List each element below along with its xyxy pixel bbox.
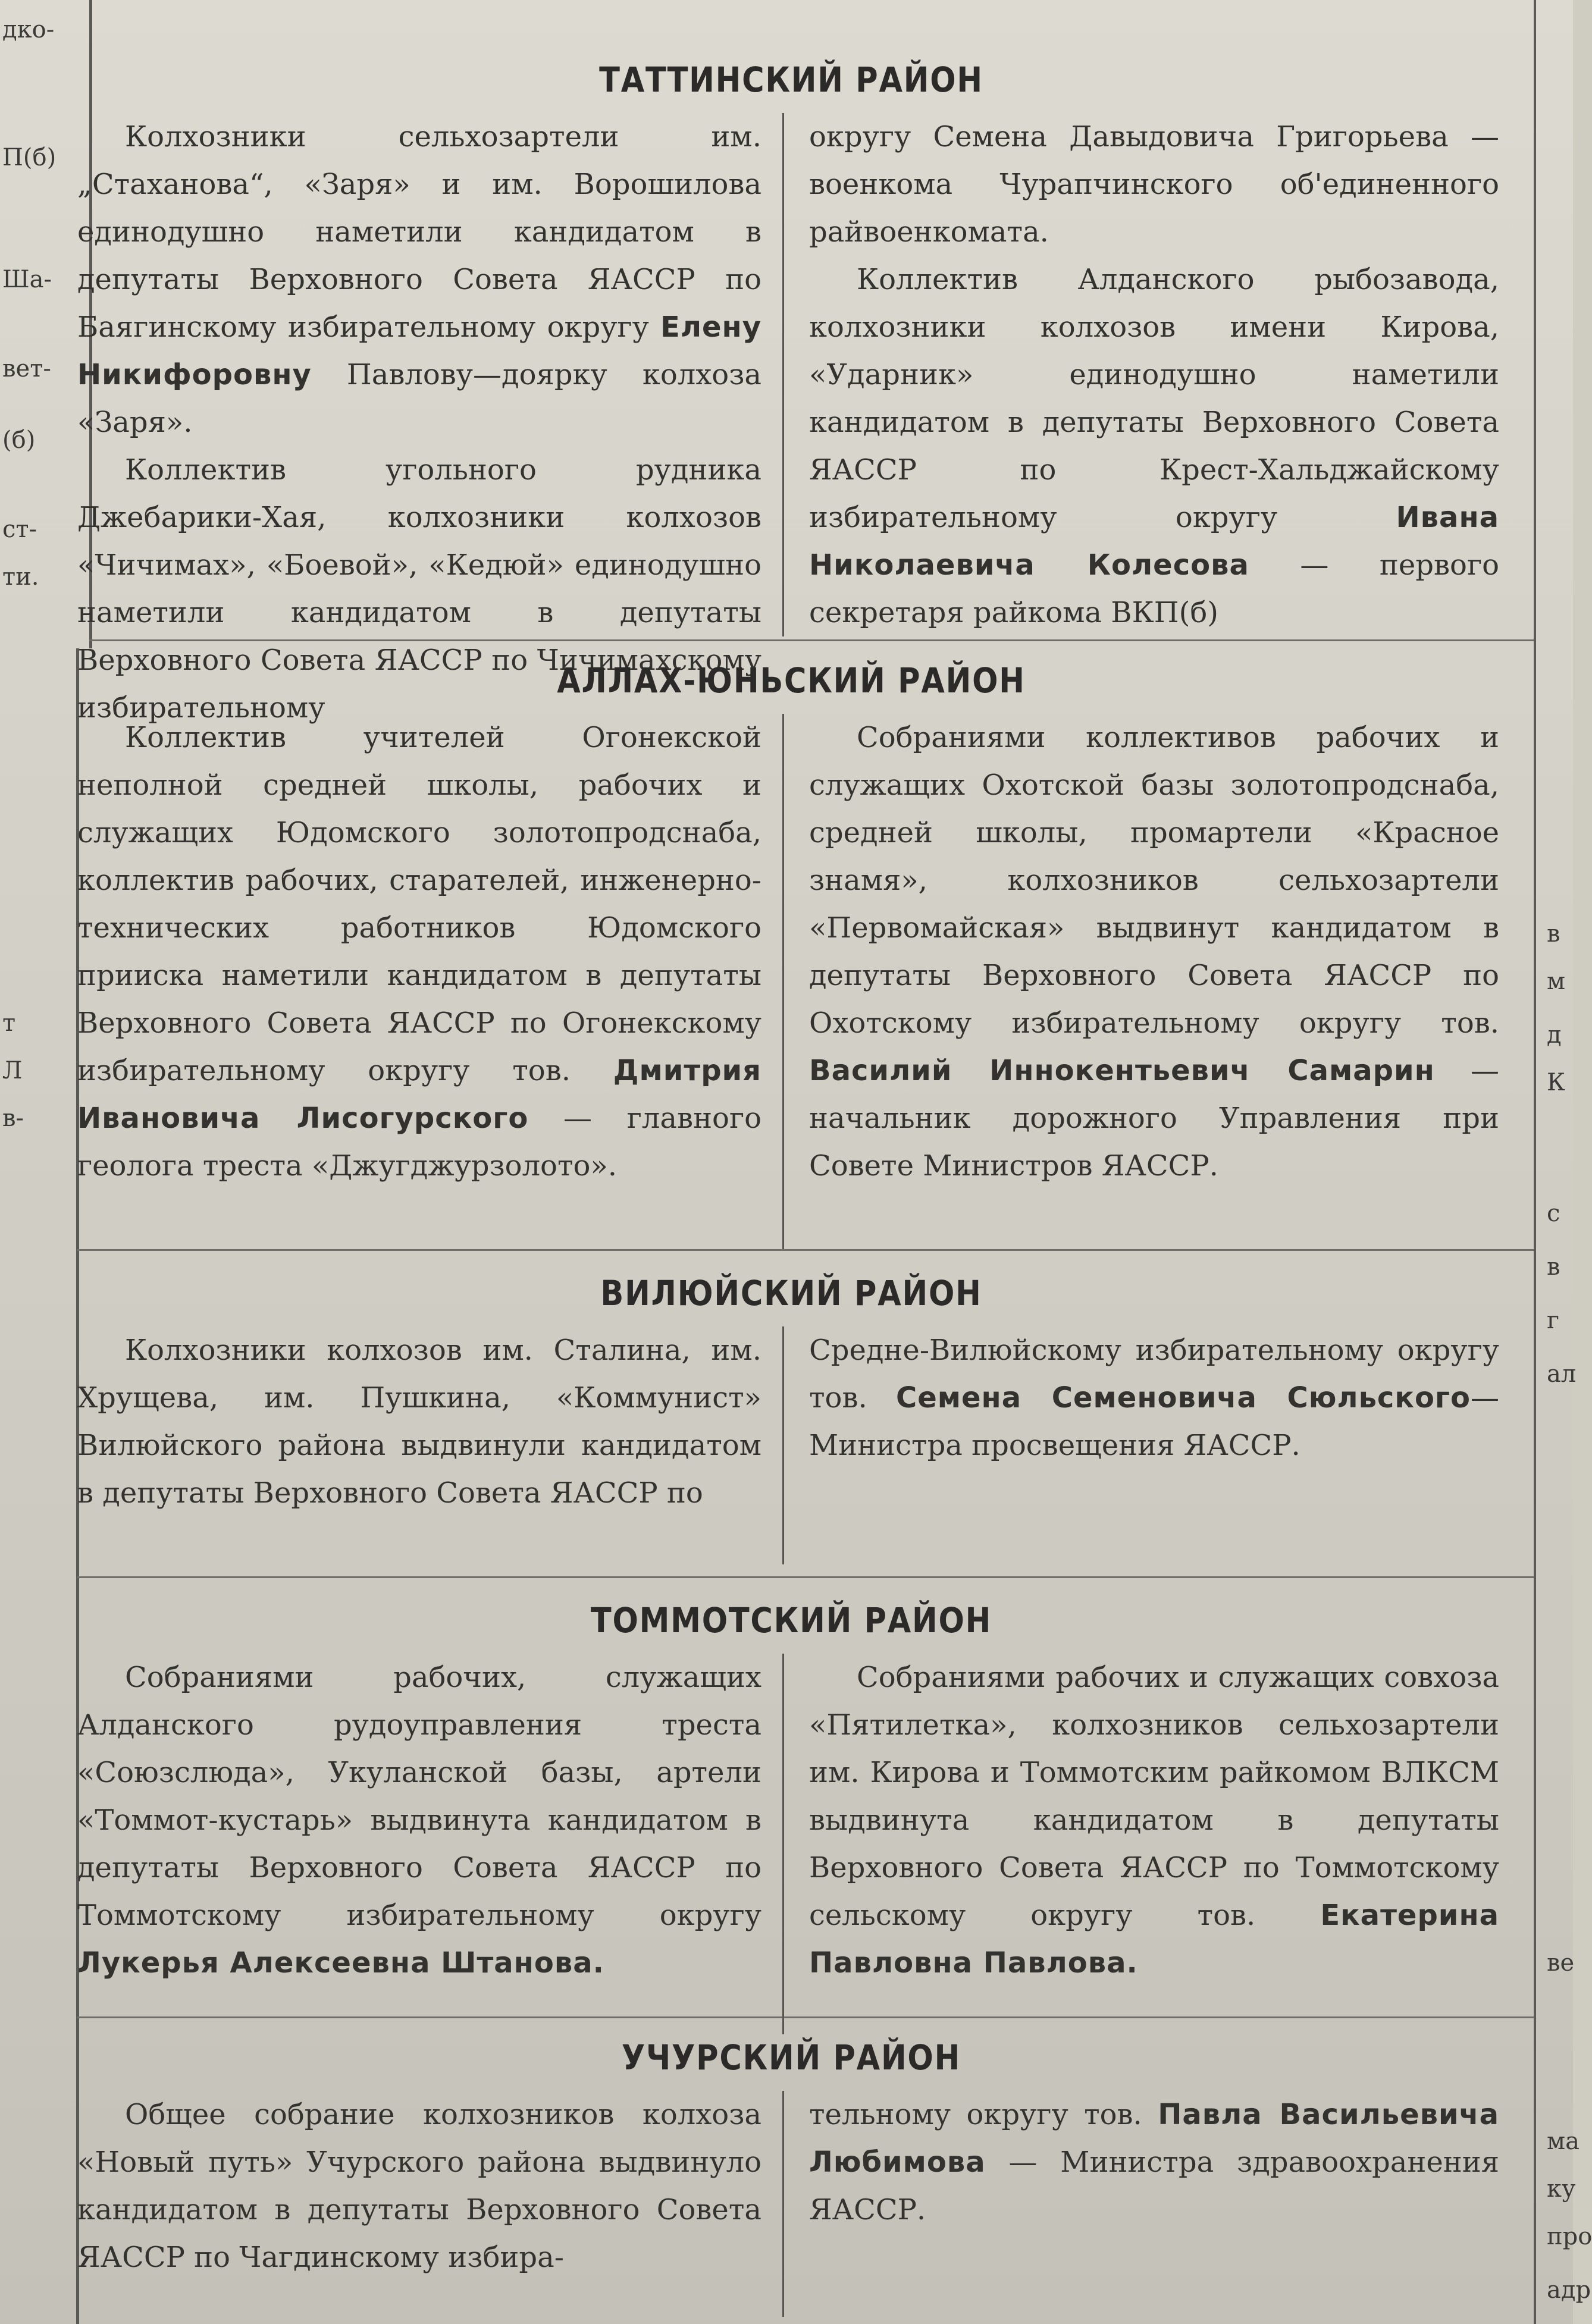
article-paragraph bbox=[77, 1654, 761, 1987]
article-text: Павлову—доярку колхоза «Заря». bbox=[77, 358, 761, 439]
section-heading: ТАТТИНСКИЙ РАЙОН bbox=[599, 59, 983, 100]
article-text: округу Семена Давыдовича Григорьева — военкома Чурапчинского об'единенного райвоенкомата. bbox=[809, 120, 1499, 249]
article-text: Колхозники сельхозартели им. „Стаханова“, «Заря» и им. Ворошилова единодушно наметили кандидатом в депутаты Верховного Совета ЯАССР по Баягинскому избирательному округу bbox=[77, 120, 761, 344]
column-divider bbox=[782, 113, 784, 636]
right-column-rule bbox=[1534, 0, 1536, 2324]
article-text: Средне-Вилюйскому избирательному округу тов. bbox=[809, 1334, 1499, 1415]
margin-fragment: д bbox=[1547, 1021, 1562, 1049]
article-text: — начальник дорожного Управления при Совете Министров ЯАССР. bbox=[809, 1054, 1499, 1183]
margin-fragment: в- bbox=[2, 1105, 24, 1132]
candidate-name: Лукерья Алексеевна Штанова. bbox=[77, 1946, 604, 1980]
section-left-column bbox=[77, 1654, 761, 1987]
margin-fragment: про bbox=[1547, 2223, 1592, 2250]
article-paragraph bbox=[809, 2091, 1499, 2234]
margin-fragment: ти. bbox=[2, 563, 39, 591]
article-text: Собраниями рабочих и служащих совхоза «Пятилетка», колхозников сельхозартели им. Кирова и Томмотским райкомом ВЛКСМ выдвинута кандидатом в депутаты Верховного Совета ЯАССР по Томмотскому сельскому округу тов. bbox=[809, 1661, 1499, 1932]
margin-fragment: с bbox=[1547, 1200, 1560, 1227]
column-divider bbox=[782, 1326, 784, 1564]
column-divider bbox=[782, 714, 784, 1249]
column-divider bbox=[782, 2091, 784, 2317]
article-text: Коллектив угольного рудника Джебарики-Хая, колхозники колхозов «Чичимах», «Боевой», «Кедюй» единодушно наметили кандидатом в депутаты Верховного Совета ЯАССР по Чичимахскому избирательному bbox=[77, 453, 761, 725]
margin-fragment: Ша- bbox=[2, 266, 52, 293]
article-text: — первого секретаря райкома ВКП(б) bbox=[809, 548, 1499, 629]
section-right-column bbox=[809, 714, 1499, 1190]
candidate-name: Елену Никифоровну bbox=[77, 311, 761, 391]
section-right-column bbox=[809, 113, 1499, 636]
margin-fragment: в bbox=[1547, 920, 1560, 948]
article-paragraph bbox=[77, 113, 761, 446]
section-right-column bbox=[809, 1654, 1499, 1987]
margin-fragment: К bbox=[1547, 1069, 1565, 1096]
margin-fragment: Л bbox=[2, 1057, 23, 1084]
article-paragraph bbox=[809, 256, 1499, 636]
candidate-name: Дмитрия Ивановича Лисогурского bbox=[77, 1054, 761, 1135]
candidate-name: Екатерина Павловна Павлова. bbox=[809, 1899, 1499, 1980]
margin-fragment: м bbox=[1547, 968, 1566, 995]
margin-fragment: (б) bbox=[2, 426, 36, 454]
margin-fragment: ал bbox=[1547, 1360, 1577, 1388]
article-paragraph bbox=[809, 1654, 1499, 1987]
margin-fragment: г bbox=[1547, 1307, 1559, 1334]
section-left-column bbox=[77, 113, 761, 732]
column-divider bbox=[782, 1654, 784, 2034]
margin-fragment: вет- bbox=[2, 355, 51, 382]
section-rule bbox=[77, 1249, 1534, 1251]
candidate-name: Ивана Николаевича Колесова bbox=[809, 501, 1499, 582]
section-left-column bbox=[77, 1326, 761, 1517]
article-paragraph bbox=[77, 2091, 761, 2281]
article-text: — главного геолога треста «Джугджурзолото». bbox=[77, 1102, 761, 1183]
section-right-column bbox=[809, 2091, 1499, 2234]
candidate-name: Павла Васильевича Любимова bbox=[809, 2098, 1499, 2179]
section-left-column bbox=[77, 714, 761, 1190]
section-heading: ВИЛЮЙСКИЙ РАЙОН bbox=[600, 1273, 982, 1313]
article-text: Коллектив учителей Огонекской неполной средней школы, рабочих и служащих Юдомского золотопродснаба, коллектив рабочих, старателей, инженерно-технических работников Юдомского прииска наметили кандидатом в депутаты Верховного Совета ЯАССР по Огонекскому избирательному округу тов. bbox=[77, 721, 761, 1087]
section-rule bbox=[77, 1576, 1534, 1578]
article-paragraph bbox=[77, 714, 761, 1190]
margin-fragment: дко- bbox=[2, 16, 55, 43]
article-paragraph bbox=[809, 113, 1499, 256]
article-text: — Министра просвещения ЯАССР. bbox=[809, 1381, 1499, 1462]
margin-fragment: ве bbox=[1547, 1949, 1575, 1977]
margin-fragment: т bbox=[2, 1009, 16, 1037]
article-paragraph bbox=[77, 1326, 761, 1517]
article-text: Коллектив Алданского рыбозавода, колхозники колхозов имени Кирова, «Ударник» единодушно наметили кандидатом в депутаты Верховного Совета ЯАССР по Крест-Хальджайскому избирательному округу bbox=[809, 263, 1499, 534]
margin-fragment: ку bbox=[1547, 2175, 1576, 2203]
section-rule bbox=[77, 2016, 1534, 2018]
article-paragraph bbox=[809, 714, 1499, 1190]
margin-fragment: ма bbox=[1547, 2128, 1580, 2155]
article-text: Собраниями коллективов рабочих и служащих Охотской базы золотопродснаба, средней школы, промартели «Красное знамя», колхозников сельхозартели «Первомайская» выдвинут кандидатом в депутаты Верховного Совета ЯАССР по Охотскому избирательному округу тов. bbox=[809, 721, 1499, 1040]
article-text: тельному округу тов. bbox=[809, 2098, 1158, 2131]
section-heading: ТОММОТСКИЙ РАЙОН bbox=[590, 1600, 992, 1641]
article-text: Колхозники колхозов им. Сталина, им. Хрущева, им. Пушкина, «Коммунист» Вилюйского района выдвинули кандидатом в депутаты Верховного Совета ЯАССР по bbox=[77, 1334, 761, 1510]
article-text: Собраниями рабочих, служащих Алданского рудоуправления треста «Союзслюда», Укуланской базы, артели «Томмот-кустарь» выдвинута кандидатом в депутаты Верховного Совета ЯАССР по Томмотскому избирательному округу bbox=[77, 1661, 761, 1932]
section-heading: УЧУРСКИЙ РАЙОН bbox=[621, 2037, 961, 2078]
margin-fragment: адр bbox=[1547, 2276, 1591, 2304]
article-paragraph bbox=[809, 1326, 1499, 1469]
margin-fragment: П(б) bbox=[2, 144, 57, 171]
article-text: Общее собрание колхозников колхоза «Новый путь» Учурского района выдвинуло кандидатом в депутаты Верховного Совета ЯАССР по Чагдинскому избира- bbox=[77, 2098, 761, 2274]
article-text: — Министра здравоохранения ЯАССР. bbox=[809, 2146, 1499, 2226]
section-right-column bbox=[809, 1326, 1499, 1469]
candidate-name: Семена Семеновича Сюльского bbox=[895, 1381, 1471, 1415]
section-heading: АЛЛАХ-ЮНЬСКИЙ РАЙОН bbox=[557, 660, 1026, 701]
candidate-name: Василий Иннокентьевич Самарин bbox=[809, 1054, 1435, 1087]
section-left-column bbox=[77, 2091, 761, 2281]
margin-fragment: ст- bbox=[2, 516, 37, 543]
margin-fragment: в bbox=[1547, 1253, 1560, 1281]
